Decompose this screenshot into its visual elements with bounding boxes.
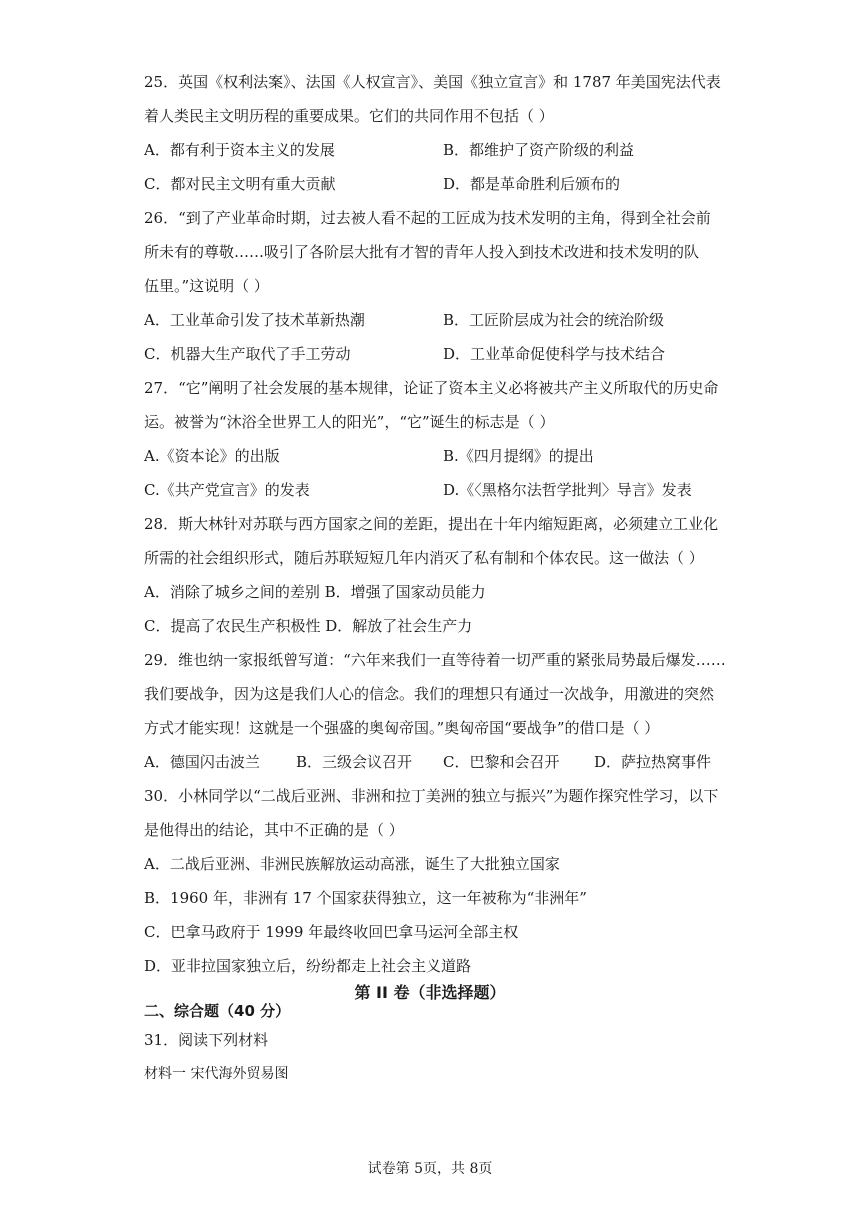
q27-option-a: A.《资本论》的出版 <box>144 447 280 465</box>
q25-option-b: B．都维护了资产阶级的利益 <box>443 141 635 159</box>
q26-option-d: D．工业革命促使科学与技术结合 <box>443 345 666 363</box>
q26-stem-line1: 26．“到了产业革命时期，过去被人看不起的工匠成为技术发明的主角，得到全社会前 <box>144 209 711 227</box>
part2-title: 第 II 卷（非选择题） <box>354 983 506 1002</box>
q26-stem-line2: 所未有的尊敬……吸引了各阶层大批有才智的青年人投入到技术改进和技术发明的队 <box>144 243 700 261</box>
q27-stem-line1: 27．“它”阐明了社会发展的基本规律，论证了资本主义必将被共产主义所取代的历史命 <box>144 379 719 397</box>
q30-option-d: D．亚非拉国家独立后，纷纷都走上社会主义道路 <box>144 957 472 975</box>
q27-option-d: D.《〈黑格尔法哲学批判〉导言》发表 <box>443 481 692 499</box>
q25-option-c: C．都对民主文明有重大贡献 <box>144 175 336 193</box>
q26-option-a: A．工业革命引发了技术革新热潮 <box>144 311 365 329</box>
q29-option-b: B．三级会议召开 <box>296 753 413 771</box>
q26-option-c: C．机器大生产取代了手工劳动 <box>144 345 351 363</box>
q31-stem: 31．阅读下列材料 <box>144 1031 269 1049</box>
section-title: 二、综合题（40 分） <box>144 1002 291 1020</box>
q30-stem-line1: 30．小林同学以“二战后亚洲、非洲和拉丁美洲的独立与振兴”为题作探究性学习，以下 <box>144 787 719 805</box>
q25-stem-line1: 25．英国《权利法案》、法国《人权宣言》、美国《独立宣言》和 1787 年美国宪法代表 <box>144 73 721 91</box>
q25-stem-line2: 着人类民主文明历程的重要成果。它们的共同作用不包括（ ） <box>144 107 554 125</box>
material1-label: 材料一 宋代海外贸易图 <box>144 1066 289 1082</box>
q28-options-cd: C．提高了农民生产积极性 D．解放了社会生产力 <box>144 617 473 635</box>
q27-option-b: B.《四月提纲》的提出 <box>443 447 594 465</box>
q30-option-c: C．巴拿马政府于 1999 年最终收回巴拿马运河全部主权 <box>144 923 519 941</box>
q25-option-d: D．都是革命胜利后颁布的 <box>443 175 621 193</box>
q29-stem-line1: 29．维也纳一家报纸曾写道：“六年来我们一直等待着一切严重的紧张局势最后爆发…… <box>144 651 726 669</box>
q28-options-ab: A．消除了城乡之间的差别 B．增强了国家动员能力 <box>144 583 486 601</box>
q26-option-b: B．工匠阶层成为社会的统治阶级 <box>443 311 665 329</box>
q27-option-c: C.《共产党宣言》的发表 <box>144 481 310 499</box>
page-footer: 试卷第 5页，共 8页 <box>367 1161 493 1177</box>
q30-option-a: A．二战后亚洲、非洲民族解放运动高涨，诞生了大批独立国家 <box>144 855 560 873</box>
q30-stem-line2: 是他得出的结论，其中不正确的是（ ） <box>144 821 404 839</box>
q27-stem-line2: 运。被誉为“沐浴全世界工人的阳光”，“它”诞生的标志是（ ） <box>144 413 555 431</box>
q29-option-d: D．萨拉热窝事件 <box>594 753 712 771</box>
q30-option-b: B．1960 年，非洲有 17 个国家获得独立，这一年被称为“非洲年” <box>144 889 587 907</box>
q29-option-c: C．巴黎和会召开 <box>443 753 560 771</box>
q28-stem-line1: 28．斯大林针对苏联与西方国家之间的差距，提出在十年内缩短距离，必须建立工业化 <box>144 515 719 533</box>
q25-option-a: A．都有利于资本主义的发展 <box>144 141 335 159</box>
q28-stem-line2: 所需的社会组织形式，随后苏联短短几年内消灭了私有制和个体农民。这一做法（ ） <box>144 549 704 567</box>
q26-stem-line3: 伍里。”这说明（ ） <box>144 277 269 295</box>
q29-stem-line2: 我们要战争，因为这是我们人心的信念。我们的理想只有通过一次战争，用激进的突然 <box>144 685 715 703</box>
q29-option-a: A．德国闪击波兰 <box>144 753 260 771</box>
q29-stem-line3: 方式才能实现！这就是一个强盛的奥匈帝国。”奥匈帝国“要战争”的借口是（ ） <box>144 719 660 737</box>
